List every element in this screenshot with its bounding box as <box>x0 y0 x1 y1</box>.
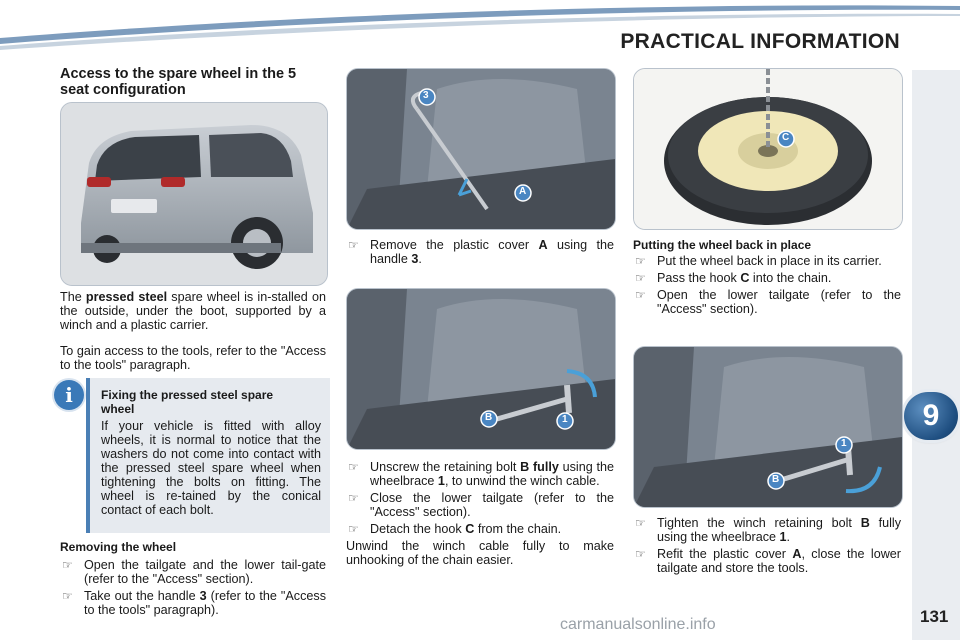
step-text-end: into the chain. <box>749 271 832 285</box>
step-text: Remove the plastic cover <box>370 238 539 252</box>
label-1: 1 <box>562 414 568 425</box>
step-text: fully using the wheelbrace <box>657 516 901 544</box>
intro-bold: pressed steel <box>85 290 168 304</box>
step-text: using the wheelbrace <box>370 460 614 488</box>
bullet-icon: ☞ <box>348 460 359 474</box>
page-title: PRACTICAL INFORMATION <box>620 30 900 53</box>
step-text-end: , close the lower tailgate and store the tools. <box>657 547 902 575</box>
section-heading: Access to the spare wheel in the 5 seat configuration <box>60 66 297 98</box>
step-text: using the handle <box>370 238 614 266</box>
step-text: Unscrew the retaining bolt <box>370 460 521 474</box>
step-text: Detach the hook <box>370 522 466 536</box>
step-text: Take out the handle <box>84 589 200 603</box>
step-text: Tighten the winch retaining bolt <box>657 516 861 530</box>
step-bold: 1 <box>779 530 787 544</box>
spare-wheel-photo <box>633 68 903 230</box>
list-item <box>346 522 614 536</box>
label-c: C <box>782 132 790 143</box>
label-b: B <box>485 412 493 423</box>
side-strip <box>912 70 960 640</box>
bullet-icon: ☞ <box>348 238 359 252</box>
chain-note: Unwind the winch cable fully to make unhooking of the chain easier. <box>346 539 614 567</box>
tools-reference: To gain access to the tools, refer to the "Access to the tools" paragraph. <box>60 344 326 372</box>
bullet-icon: ☞ <box>635 547 646 561</box>
list-item <box>346 491 614 519</box>
list-item <box>60 589 326 617</box>
info-icon: i <box>54 380 84 410</box>
step-text: Close the lower tailgate (refer to the "Access" section). <box>370 491 614 519</box>
list-item <box>633 271 901 285</box>
removing-heading: Removing the wheel <box>60 540 177 554</box>
info-title: Fixing the pressed steel spare wheel <box>101 388 274 416</box>
intro-text-start: The <box>60 290 86 304</box>
bullet-icon: ☞ <box>635 254 646 268</box>
label-1: 1 <box>841 438 847 449</box>
step-bold: 3 <box>199 589 207 603</box>
step-text-end: from the chain. <box>474 522 562 536</box>
bullet-icon: ☞ <box>62 558 73 572</box>
label-b: B <box>772 474 780 485</box>
step-text: Put the wheel back in place in its carrier. <box>657 254 882 268</box>
list-item <box>633 288 901 316</box>
step-text: Refit the plastic cover <box>657 547 793 561</box>
list-item <box>633 516 901 544</box>
chapter-tab[interactable]: 9 <box>904 392 958 440</box>
step-text-end: (refer to the "Access to the tools" paragraph). <box>84 589 326 617</box>
list-item <box>60 558 326 586</box>
step-text-end: , to unwind the winch cable. <box>444 474 600 488</box>
boot-wheelbrace-photo <box>346 288 616 450</box>
step-remove-cover <box>346 238 614 269</box>
col2-steps <box>346 460 614 567</box>
step-bold: 3 <box>411 252 419 266</box>
car-rear-photo <box>60 102 328 286</box>
step-bold: B fully <box>520 460 559 474</box>
step-text: Pass the hook <box>657 271 741 285</box>
label-a: A <box>519 186 527 197</box>
info-body: If your vehicle is fitted with alloy wheels, it is normal to notice that the washers do not come into contact with the pressed steel spare wheel when tightening the bolts on fitting. The wheel is re-tained by the conical contact of each bolt. <box>101 419 321 517</box>
list-item <box>346 238 614 266</box>
step-bold: C <box>465 522 475 536</box>
step-bold: C <box>740 271 750 285</box>
step-text: Open the lower tailgate (refer to the "Access" section). <box>657 288 901 316</box>
bullet-icon: ☞ <box>635 271 646 285</box>
bullet-icon: ☞ <box>348 522 359 536</box>
step-text: Open the tailgate and the lower tail-gate (refer to the "Access" section). <box>84 558 326 586</box>
removing-steps <box>60 558 326 620</box>
step-text-end: . <box>786 530 791 544</box>
step-bold: 1 <box>437 474 445 488</box>
step-text-end: . <box>418 252 422 266</box>
bullet-icon: ☞ <box>635 516 646 530</box>
intro-text-end: spare wheel is in-stalled on the outside, under the boot, supported by a winch and a plastic carrier. <box>60 290 326 332</box>
final-steps <box>633 516 901 578</box>
watermark: carmanualsonline.info <box>560 616 716 633</box>
bullet-icon: ☞ <box>62 589 73 603</box>
label-3: 3 <box>423 90 429 101</box>
refit-heading: Putting the wheel back in place <box>633 238 812 252</box>
step-bold: B <box>860 516 870 530</box>
step-bold: A <box>538 238 548 252</box>
list-item <box>633 547 901 575</box>
refit-steps <box>633 254 901 319</box>
intro-paragraph <box>60 290 326 332</box>
boot-tighten-photo <box>633 346 903 508</box>
bullet-icon: ☞ <box>348 491 359 505</box>
page-number: 131 <box>920 607 949 626</box>
list-item <box>346 460 614 488</box>
bullet-icon: ☞ <box>635 288 646 302</box>
step-bold: A <box>792 547 802 561</box>
boot-handle-photo <box>346 68 616 230</box>
list-item <box>633 254 901 268</box>
